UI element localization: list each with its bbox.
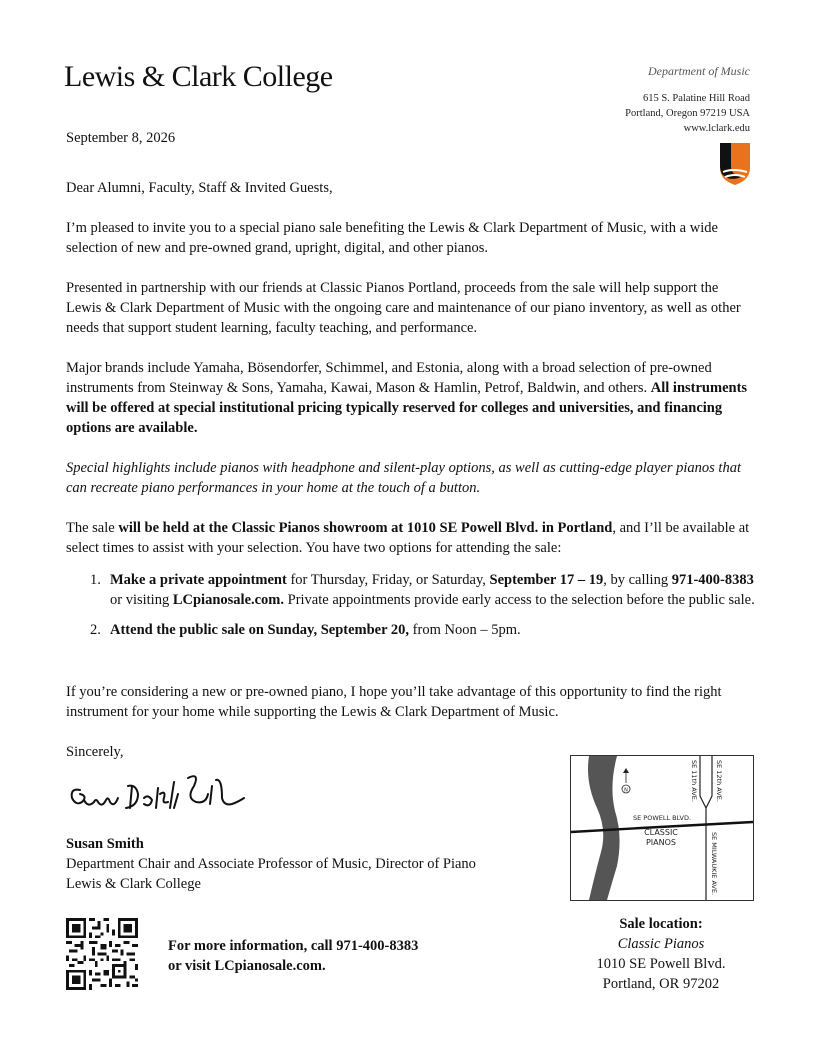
paragraph-partnership-text: Presented in partnership with our friends at Classic Pianos Portland, proceeds from the sale will help support the Lewis & Clark Department of Music with the ongoing care and maintenance of our piano inventory, as well as other needs that support student learning, faculty teaching, and performance. [66, 280, 741, 336]
option1-dates: September 17 – 19 [489, 572, 604, 588]
option-public-sale [66, 620, 756, 640]
sale-location-heading: Sale location: [619, 916, 703, 932]
option1-text-calling: , by calling [603, 572, 672, 588]
sale-intro-text: The sale [66, 520, 119, 536]
river-shape [588, 756, 620, 900]
closing-text: Sincerely, [66, 744, 124, 760]
option1-text-early-access: Private appointments provide early access to the selection before the public sale. [284, 592, 755, 608]
sale-options-text: , and I’ll be available at select times to assist with your selection. You have two options for attending the sale: [66, 520, 750, 556]
paragraph-intro-text: I’m pleased to invite you to a special piano sale benefiting the Lewis & Clark Department of Music, with a wide selection of new and pre-owned grand, upright, digital, and other pianos. [66, 220, 718, 256]
street-label-11th: SE 11th AVE. [690, 760, 698, 802]
option2-time: from Noon – 5pm. [409, 622, 521, 638]
option1-text-visiting: or visiting [110, 592, 173, 608]
paragraph-intro [66, 218, 756, 258]
paragraph-sale-location-text [66, 518, 756, 558]
college-address [625, 91, 750, 136]
paragraph-brands [66, 358, 756, 438]
signer-name: Susan Smith [66, 836, 144, 852]
street-label-milwaukie: SE MILWAUKIE AVE. [710, 832, 718, 896]
option-number: 2. [90, 622, 101, 638]
address-line-website: www.lclark.edu [683, 123, 750, 134]
location-map [570, 755, 754, 901]
option2-heading: Attend the public sale on Sunday, September 20, [110, 622, 410, 638]
signer-title: Department Chair and Associate Professor of Music, Director of Piano [66, 856, 476, 872]
phone-number: 971-400-8383 [671, 572, 754, 588]
sale-location-block [570, 914, 752, 994]
more-info-block [168, 936, 418, 976]
place-label-line1: CLASSIC [644, 828, 678, 837]
paragraph-closing [66, 682, 756, 722]
address-line-city: Portland, Oregon 97219 USA [625, 108, 750, 119]
option1-text-days: for Thursday, Friday, or Saturday, [286, 572, 490, 588]
paragraph-highlights [66, 458, 756, 498]
more-info-phone: For more information, call 971-400-8383 [168, 938, 419, 954]
letter-date: September 8, 2026 [66, 130, 176, 146]
sale-venue-bold-text: will be held at the Classic Pianos showroom at 1010 SE Powell Blvd. in Portland [118, 520, 613, 536]
sale-location-street: 1010 SE Powell Blvd. [596, 956, 726, 972]
address-line-street: 615 S. Palatine Hill Road [642, 93, 750, 104]
signer-block [66, 834, 476, 894]
option1-heading: Make a private appointment [110, 572, 287, 588]
qr-code[interactable] [66, 918, 138, 990]
north-label: N [624, 787, 628, 794]
pricing-bold-text: All instruments will be offered at special institutional pricing typically reserved for colleges and universities, and financing options are available. [66, 380, 748, 436]
paragraph-sale-location [66, 518, 756, 558]
college-logo-wordmark: Lewis & Clark College [64, 60, 333, 93]
signer-organization: Lewis & Clark College [66, 876, 201, 892]
street-label-12th: SE 12th AVE. [715, 760, 723, 802]
website-link[interactable]: LCpianosale.com. [172, 592, 285, 608]
street-label-powell: SE POWELL BLVD. [633, 814, 692, 822]
paragraph-partnership [66, 278, 756, 338]
place-label-line2: PIANOS [645, 838, 677, 847]
attendance-options-list [66, 570, 756, 650]
paragraph-highlights-text: Special highlights include pianos with headphone and silent-play options, as well as cutting-edge player pianos that can recreate piano performances in your home at the touch of a button. [66, 460, 741, 496]
salutation-text: Dear Alumni, Faculty, Staff & Invited Guests, [66, 180, 333, 196]
handwritten-signature [66, 768, 246, 820]
sale-location-city: Portland, OR 97202 [602, 976, 720, 992]
option-private-appointment [66, 570, 756, 610]
brands-text: Major brands include Yamaha, Bösendorfer, Schimmel, and Estonia, along with a broad selection of pre-owned instruments from Steinway & Sons, Yamaha, Kawai, Mason & Hamlin, Petrof, Baldwin, and others. [66, 360, 712, 396]
department-name: Department of Music [648, 64, 750, 78]
option-number: 1. [90, 572, 101, 588]
paragraph-closing-text: If you’re considering a new or pre-owned piano, I hope you’ll take advantage of this opportunity to find the right instrument for your home while supporting the Lewis & Clark Department of Music. [66, 684, 722, 720]
paragraph-brands-text [66, 358, 756, 438]
salutation [66, 178, 756, 198]
sale-location-venue: Classic Pianos [617, 936, 705, 952]
more-info-website[interactable]: or visit LCpianosale.com. [168, 958, 326, 974]
